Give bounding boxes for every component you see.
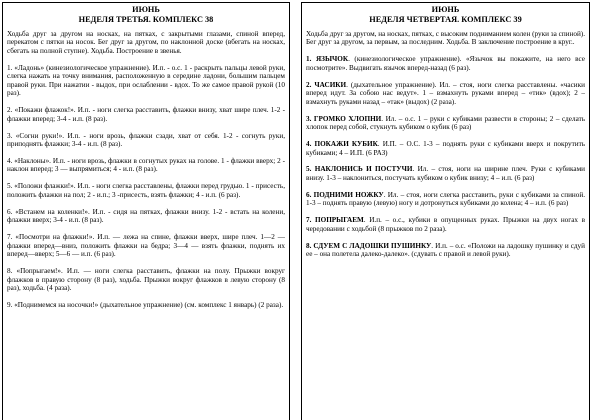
- exercise-8: 8. «Попрыгаем!». И.п. — ноги слегка расставить, флажки на полу. Прыжки вокруг флажков в правую сторону (8 раз), ходьба. Прыжки вокруг флажков в левую сторону (8 раз), ходьба. (4 раза).: [7, 267, 285, 292]
- page-right-complex-39: [301, 2, 590, 420]
- exercise-6: 6. «Встанем на коленки!». И.п. - сидя на пятках, флажки внизу. 1-2 - встать на колени, флажки вверх; 3-4 - и.п. (8 раз).: [7, 207, 285, 225]
- page-left-complex-38: [2, 2, 290, 420]
- exercise-text: . Ил. – о.с. 1 – руки с кубиками развести в стороны; 2 – сделать хлопок перед собой, стукнуть кубиком о кубик (6 раз): [306, 114, 586, 132]
- week-title: НЕДЕЛЯ ТРЕТЬЯ. КОМПЛЕКС 38: [78, 15, 214, 24]
- exercise-3: [306, 115, 585, 132]
- exercise-number: 8.: [306, 241, 312, 250]
- exercise-7: [306, 216, 585, 233]
- exercise-6: [306, 191, 585, 208]
- exercise-7: 7. «Посмотри на флажки!». И.п. — лежа на спине, флажки вверх, шире плеч. 1—2 — флажки вперед—вниз, положить флажки на бедра; 3—4 — взять флажки, поднять их вперед—вверх; 5—6 — и.п. (6 раз).: [7, 233, 285, 259]
- exercise-5: 5. «Положи флажки!». И.п. - ноги слегка расставлены, флажки перед грудью. 1 - присесть, положить флажки на пол; 2 - и.п.; 3 -присесть, взять флажки; 4 - и.п. (6 раз).: [7, 182, 285, 199]
- exercise-text: . Ил. – стоя, ноги слегка расставить, руки с кубиками за спиной. 1-3 – поднять правую (левую) ногу и дотронуться кубиками до колена; 4 – и.п. (6 раз): [306, 190, 586, 208]
- exercise-text: . Ил. – стоя, ноги на ширине плеч. Руки с кубиками внизу. 1-3 – наклониться, постучать кубиком о кубик внизу; 4 – и.п. (6 раз): [306, 165, 585, 182]
- exercise-name: ЯЗЫЧОК: [315, 55, 349, 64]
- exercise-name: СДУЕМ С ЛАДОШКИ ПУШИНКУ: [313, 241, 432, 250]
- month-heading: ИЮНЬ: [431, 5, 460, 14]
- exercise-1: [306, 55, 585, 72]
- exercise-number: 2.: [306, 80, 312, 89]
- exercise-3: 3. «Согни руки!». И.п. - ноги врозь, флажки сзади, хват от себя. 1-2 - согнуть руки, приподнять флажки; 3-4 - и.п. (8 раз).: [7, 131, 285, 149]
- exercise-4: [306, 140, 585, 157]
- exercise-8: [306, 242, 585, 259]
- exercise-number: 5.: [306, 165, 312, 174]
- exercise-4: 4. «Наклоны». И.п. - ноги врозь, флажки в согнутых руках на голове. 1 - флажки вверх; 2 - наклон вперед; 3 — выпрямиться; 4 - и.п. (8 раз).: [7, 156, 285, 174]
- exercise-name: ГРОМКО ХЛОПНИ: [313, 114, 382, 123]
- exercise-name: ЧАСИКИ: [314, 80, 347, 89]
- exercise-number: 7.: [306, 216, 312, 225]
- exercise-9: 9. «Поднимемся на носочки!» (дыхательное упражнение) (см. комплекс 1 январь) (2 раза).: [7, 300, 284, 309]
- week-title: НЕДЕЛЯ ЧЕТВЕРТАЯ. КОМПЛЕКС 39: [369, 15, 522, 24]
- exercise-5: [306, 165, 585, 182]
- exercise-number: 6.: [306, 190, 312, 199]
- exercise-name: ПОКАЖИ КУБИК: [314, 140, 378, 149]
- exercise-1: 1. «Ладонь» (кинезиологическое упражнение). И.п. - о.с. 1 - раскрыть пальцы левой руки, слегка нажать на точку внимания, расположенную в середине ладони, большим пальцем правой руки. При нажатии - выдох, при ослаблении - вдох. То же самое правой рукой (10 раз).: [7, 63, 285, 98]
- exercise-text: . (кинезиологическое упражнение). «Язычок вы покажите, на него все посмотрите». Выдвигать язычок вперед-назад (6 раз).: [306, 55, 585, 72]
- exercise-name: НАКЛОНИСЬ И ПОСТУЧИ: [314, 165, 413, 174]
- exercise-text: . И.п. – о.с. «Положи на ладошку пушинку и сдуй ее – она полетела далеко-далеко». (сдувать с правой и левой руки).: [306, 241, 585, 259]
- exercise-text: . И.П. – О.С. 1-3 – поднять руки с кубиками вверх и покрутить кубиками; 4 – И.П. (6 РАЗ): [306, 140, 586, 157]
- exercise-name: ПОПРЫГАЕМ: [315, 216, 364, 225]
- intro-paragraph: Ходьба друг за другом, на носках, пятках, с высоким подниманием колен (руки за спиной). Бег друг за другом, за первым, за последним. Ходьба. В заключение построение в круг..: [306, 30, 585, 47]
- exercise-2: 2. «Покажи флажок!». И.п. - ноги слегка расставить, флажки внизу, хват шире плеч. 1-2 - флажки вперед; 3-4 - и.п. (8 раз).: [7, 106, 285, 123]
- exercise-number: 3.: [306, 114, 312, 123]
- exercise-2: [306, 81, 585, 106]
- month-heading: ИЮНЬ: [132, 5, 160, 14]
- exercise-name: ПОДНИМИ НОЖКУ: [313, 190, 384, 199]
- exercise-text: . И.п. – о.с., кубики в опущенных руках. Прыжки на двух ногах в чередовании с ходьбой (8 прыжков по 2 раза).: [306, 216, 586, 233]
- exercise-text: . (дыхательное упражнение). Ил. – стоя, ноги слегка расставлены. «часики вперед идут. За собою нас ведут». 1 – взмахнуть руками вперед – «тик» (вдох); 2 – взмахнуть руками назад – «так» (выдох) (2 раза).: [306, 80, 585, 106]
- exercise-number: 4.: [306, 140, 312, 149]
- exercise-number: 1.: [306, 55, 312, 64]
- intro-paragraph: Ходьба друг за другом на носках, на пятках, с закрытыми глазами, спиной вперед, перекатом с пятки на носок. Бег друг за другом, по наклонной доске (вбегать на носках, сбегать на полной ступне). Ходьба. Построение в звенья.: [7, 30, 285, 55]
